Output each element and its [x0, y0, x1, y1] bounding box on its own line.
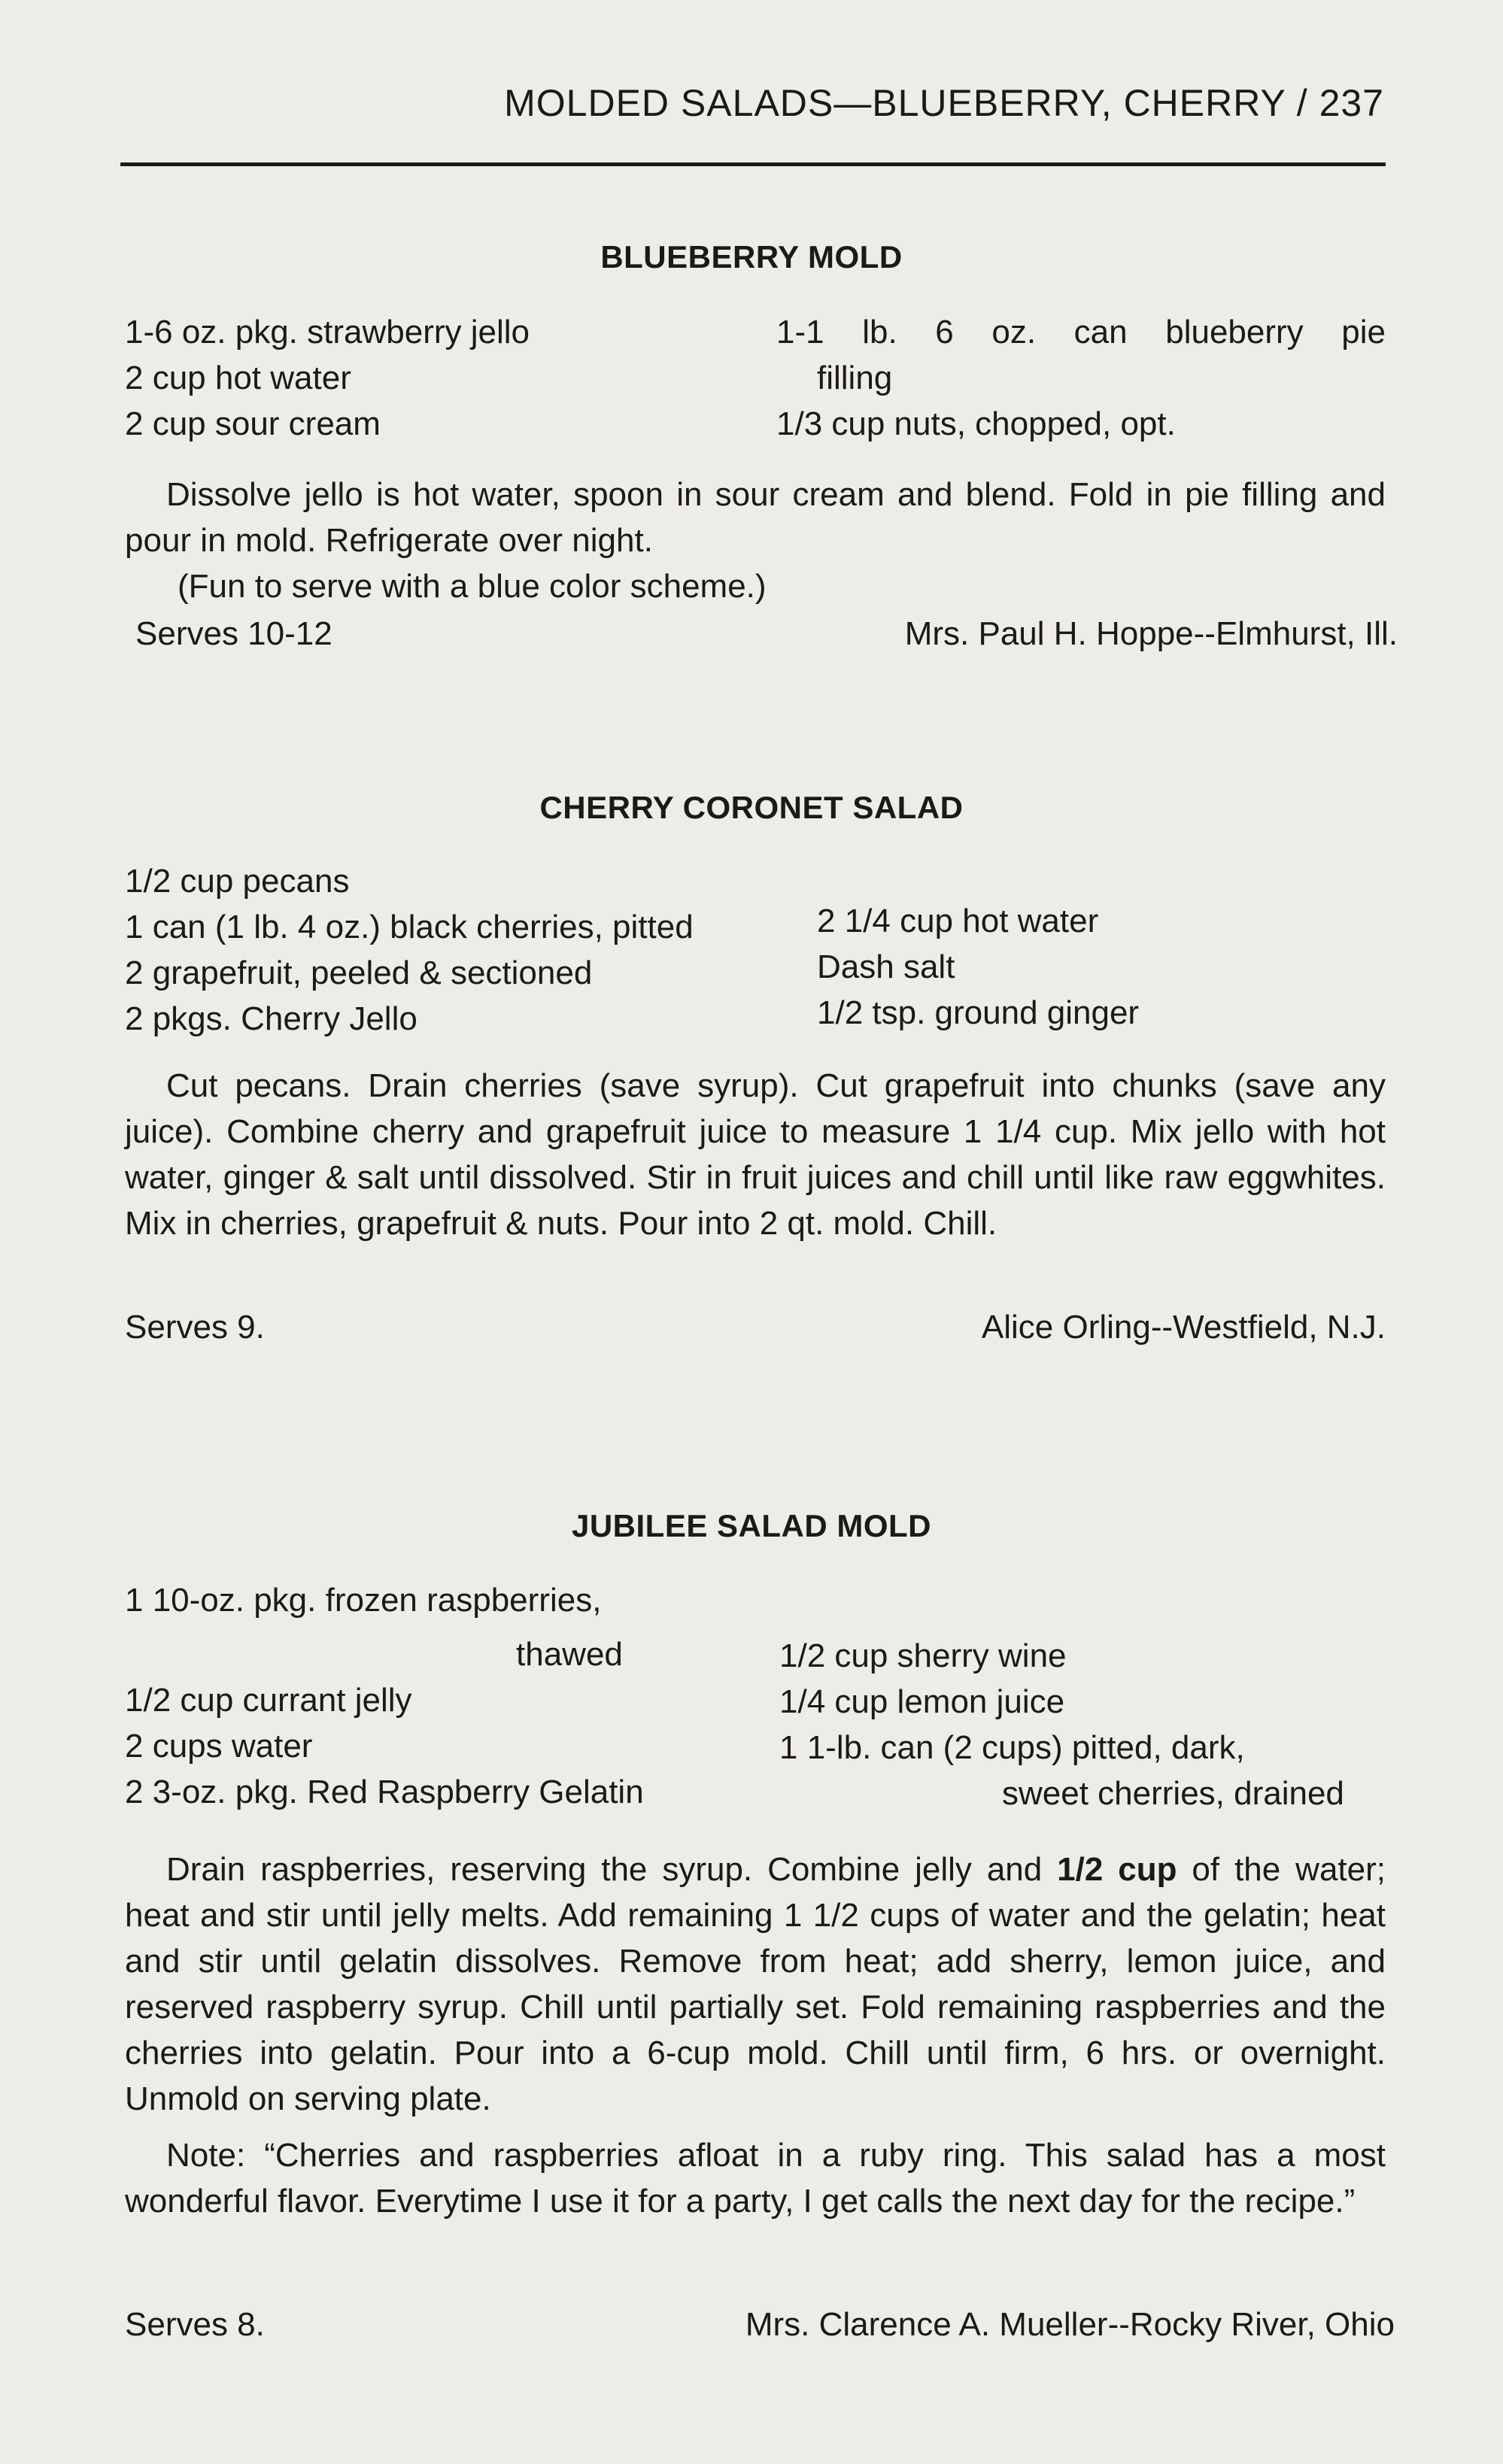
direction-text: of the water; heat and stir until jelly melts. Add remaining 1 1/2 cups of water and the gelatin; heat and stir until gelatin dissolves. Remove from heat; add sherry, lemon juice, and reserved raspberry syrup. Chill until partially set. Fold remaining raspberries and the cherries into gelatin. Pour into a 6-cup mold. Chill until firm, 6 hrs. or overnight. Unmold on serving plate. [125, 1851, 1386, 2117]
ingredient: 1/2 cup pecans [125, 863, 350, 900]
recipe-title: CHERRY CORONET SALAD [539, 790, 964, 825]
recipe-credit: Mrs. Clarence A. Mueller--Rocky River, Ohio [745, 2306, 1395, 2343]
ingredient: 2 3-oz. pkg. Red Raspberry Gelatin [125, 1774, 644, 1810]
direction-text: Drain raspberries, reserving the syrup. Combine jelly and [166, 1851, 1058, 1888]
direction-paragraph: Cut pecans. Drain cherries (save syrup). Cut grapefruit into chunks (save any juice). Combine cherry and grapefruit juice to measure 1 1/4 cup. Mix jello with hot water, ginger & salt until dissolved. Stir in fruit juices and chill until like raw eggwhites. Mix in cherries, grapefruit & nuts. Pour into 2 qt. mold. Chill. [125, 1067, 1386, 1242]
recipe-title: JUBILEE SALAD MOLD [571, 1508, 931, 1543]
header-rule [120, 162, 1386, 166]
ingredient: 2 cup sour cream [125, 405, 381, 442]
recipe-note: Note: “Cherries and raspberries afloat in a ruby ring. This salad has a most wonderful flavor. Everytime I use it for a party, I get calls the next day for the recipe.” [125, 2137, 1386, 2220]
ingredient: 1/2 cup currant jelly [125, 1682, 412, 1719]
serves: Serves 9. [125, 1309, 265, 1346]
ingredient: filling [817, 360, 893, 396]
ingredient: 2 cups water [125, 1728, 313, 1765]
ingredient: 1-1 lb. 6 oz. can blueberry pie [776, 314, 1386, 350]
running-header: MOLDED SALADS—BLUEBERRY, CHERRY / 237 [504, 82, 1384, 124]
serves: Serves 8. [125, 2306, 265, 2343]
ingredient: 2 grapefruit, peeled & sectioned [125, 954, 593, 991]
ingredient: sweet cherries, drained [1002, 1775, 1344, 1812]
ingredient: 1-6 oz. pkg. strawberry jello [125, 314, 530, 350]
direction-emphasis: 1/2 cup [1057, 1851, 1177, 1888]
ingredient: Dash salt [817, 948, 955, 985]
recipe-credit: Mrs. Paul H. Hoppe--Elmhurst, Ill. [904, 615, 1398, 652]
ingredient: 2 cup hot water [125, 360, 351, 396]
ingredient: 1/4 cup lemon juice [779, 1683, 1065, 1720]
ingredient: 2 pkgs. Cherry Jello [125, 1000, 418, 1037]
ingredient: 1 10-oz. pkg. frozen raspberries, [125, 1582, 602, 1619]
ingredient: 1/2 cup sherry wine [779, 1637, 1067, 1674]
ingredient: 1/2 tsp. ground ginger [817, 994, 1140, 1031]
recipe-directions [125, 1846, 1386, 2224]
ingredient: thawed [516, 1636, 623, 1673]
ingredient: 2 1/4 cup hot water [817, 903, 1099, 939]
direction-paragraph: (Fun to serve with a blue color scheme.) [178, 568, 767, 605]
ingredient: 1/3 cup nuts, chopped, opt. [776, 405, 1176, 442]
recipe-credit: Alice Orling--Westfield, N.J. [981, 1309, 1386, 1346]
direction-paragraph: Dissolve jello is hot water, spoon in sour cream and blend. Fold in pie filling and pour in mold. Refrigerate over night. [125, 476, 1386, 559]
direction-paragraph [125, 1846, 1386, 2122]
ingredient: 1 1-lb. can (2 cups) pitted, dark, [779, 1729, 1245, 1766]
serves: Serves 10-12 [135, 615, 332, 652]
recipe-directions [125, 1063, 1386, 1246]
recipe-title: BLUEBERRY MOLD [600, 239, 903, 275]
ingredient: 1 can (1 lb. 4 oz.) black cherries, pitted [125, 909, 694, 945]
recipe-directions [125, 472, 1386, 609]
